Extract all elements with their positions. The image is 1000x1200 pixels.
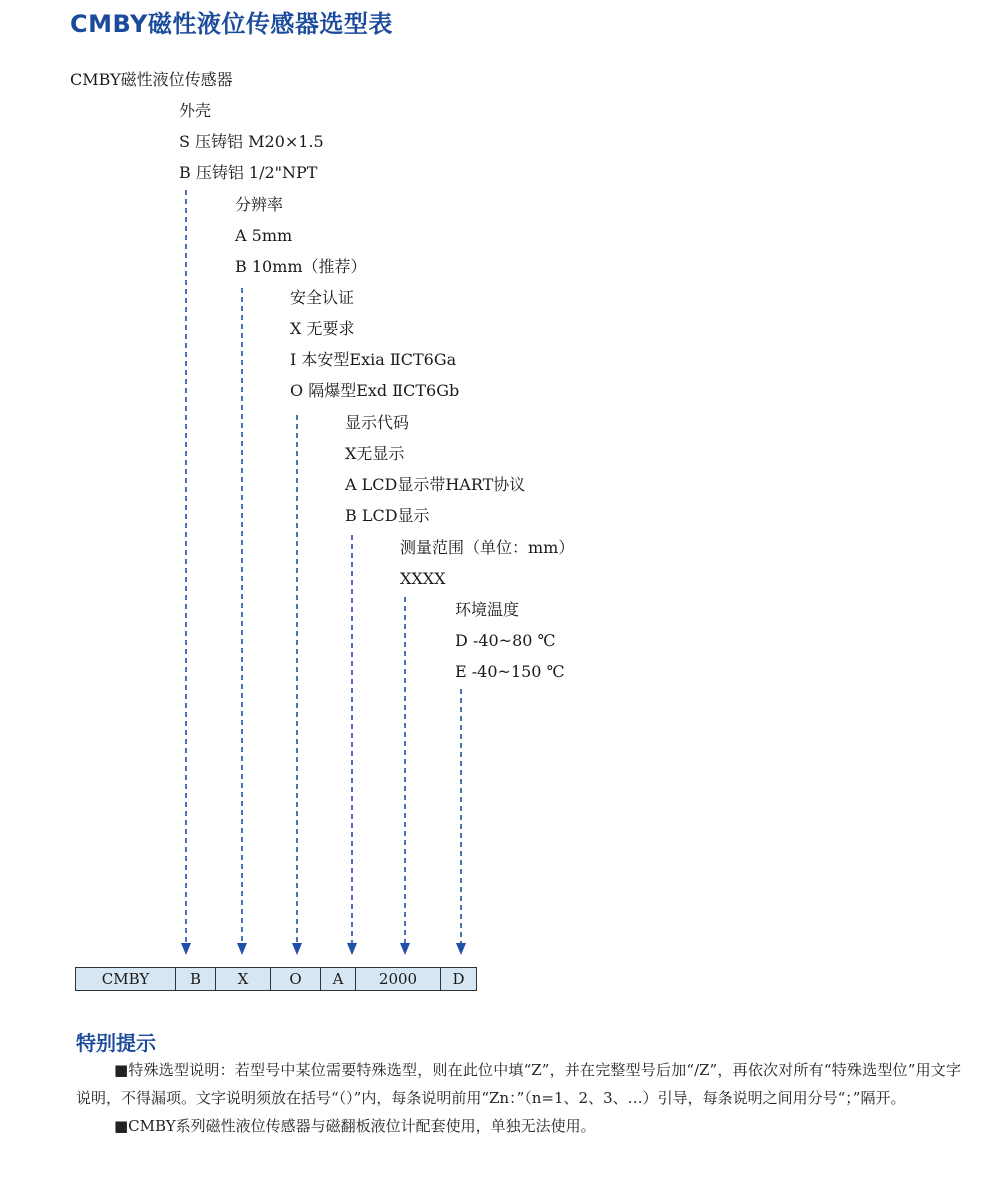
option-safety-o: O 隔爆型Exd ⅡCT6Gb [290, 381, 460, 400]
arrowhead-range [400, 943, 410, 955]
option-housing-b: B 压铸铝 1/2"NPT [179, 163, 318, 182]
model-cell-series: CMBY [76, 968, 176, 991]
model-cell-display: O [271, 968, 321, 991]
option-temperature-e: E -40~150 ℃ [455, 662, 565, 681]
option-housing-s: S 压铸铝 M20×1.5 [179, 132, 324, 151]
page-title: CMBY磁性液位传感器选型表 [70, 10, 393, 38]
product-name: CMBY磁性液位传感器 [70, 70, 233, 89]
option-display-a: A LCD显示带HART协议 [345, 475, 526, 494]
model-cell-range: 2000 [356, 968, 441, 991]
notes-title: 特别提示 [76, 1031, 156, 1055]
arrowhead-display [347, 943, 357, 955]
group-heading-temperature: 环境温度 [455, 600, 520, 619]
option-resolution-b: B 10mm（推荐） [235, 257, 367, 276]
model-cell-temperature: D [441, 968, 477, 991]
table-row [76, 968, 477, 991]
arrowhead-resolution [237, 943, 247, 955]
arrowhead-housing [181, 943, 191, 955]
model-cell-resolution: A [321, 968, 356, 991]
group-heading-resolution: 分辨率 [235, 195, 284, 214]
group-heading-housing: 外壳 [179, 101, 212, 120]
model-cell-housing: B [176, 968, 216, 991]
note-usage: ■CMBY系列磁性液位传感器与磁翻板液位计配套使用，单独无法使用。 [114, 1117, 596, 1135]
option-range: XXXX [400, 569, 446, 588]
option-display-b: B LCD显示 [345, 506, 430, 525]
group-heading-safety: 安全认证 [290, 288, 355, 307]
note-special-selection: ■特殊选型说明：若型号中某位需要特殊选型，则在此位中填“Z”，并在完整型号后加“/Z”，再依次对所有“特殊选型位”用文字说明，不得漏项。文字说明须放在括号“（）”内，每条说明前用“Zn：”（n=1、2、3、…）引导，每条说明之间用分号“；”隔开。 [76, 1061, 961, 1107]
group-heading-range: 测量范围（单位：mm） [400, 538, 575, 557]
arrowhead-safety [292, 943, 302, 955]
option-safety-i: I 本安型Exia ⅡCT6Ga [290, 350, 457, 369]
option-temperature-d: D -40~80 ℃ [455, 631, 556, 650]
option-display-x: X无显示 [345, 444, 405, 463]
example-model-table [75, 967, 477, 991]
option-resolution-a: A 5mm [235, 226, 293, 245]
option-safety-x: X 无要求 [290, 319, 355, 338]
arrowhead-temperature [456, 943, 466, 955]
model-cell-safety: X [216, 968, 271, 991]
group-heading-display: 显示代码 [345, 413, 410, 432]
notes-body [76, 1056, 961, 1140]
